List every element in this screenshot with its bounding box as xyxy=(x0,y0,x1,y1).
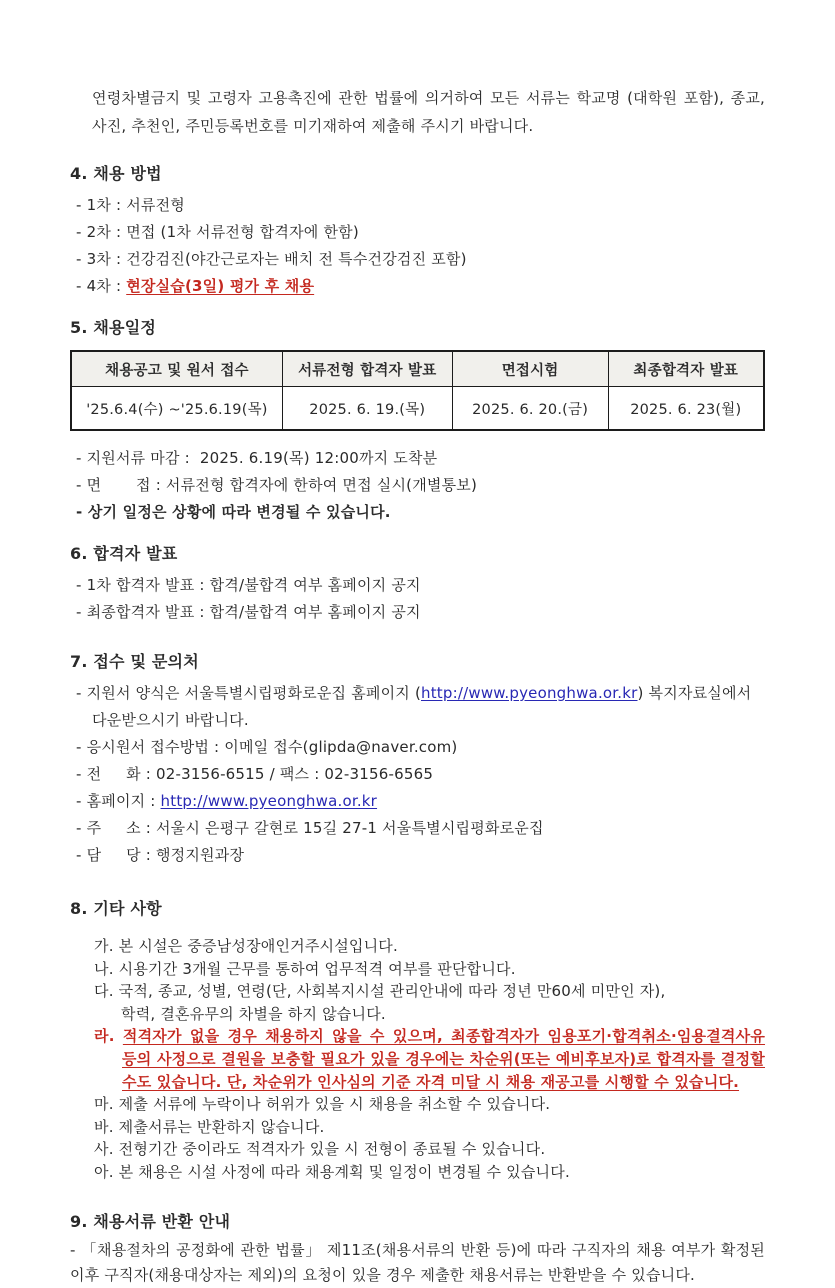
etc-item-a: 아. 본 채용은 시설 사정에 따라 채용계획 및 일정이 변경될 수 있습니다. xyxy=(94,1162,570,1181)
schedule-header-row xyxy=(71,351,764,387)
application-form-suffix: ) 복지자료실에서 xyxy=(637,684,752,702)
etc-item-ra xyxy=(94,1025,765,1093)
schedule-cell-apply-period: '25.6.4(수) ~'25.6.19(목) xyxy=(71,387,282,431)
etc-item-ma: 마. 제출 서류에 누락이나 허위가 있을 시 채용을 취소할 수 있습니다. xyxy=(94,1095,551,1114)
etc-item-sa: 사. 전형기간 중이라도 적격자가 있을 시 전형이 종료될 수 있습니다. xyxy=(94,1140,546,1159)
first-result-announcement: - 1차 합격자 발표 : 합격/불합격 여부 홈페이지 공지 xyxy=(76,576,421,594)
section-8-title: 8. 기타 사항 xyxy=(70,899,162,918)
etc-item-ra-label: 라. xyxy=(94,1027,123,1046)
schedule-header-apply: 채용공고 및 원서 접수 xyxy=(71,351,282,387)
schedule-data-row xyxy=(71,387,764,431)
schedule-cell-final-date: 2025. 6. 23(월) xyxy=(608,387,764,431)
etc-item-ga: 가. 본 시설은 중증남성장애인거주시설입니다. xyxy=(94,937,398,955)
return-docs-paragraph: - 「채용절차의 공정화에 관한 법률」 제11조(채용서류의 반환 등)에 따라 구직자의 채용 여부가 확정된 이후 구직자(채용대상자는 제외)의 요청이 있을 경우 제출한 채용서류는 반환받을 수 있습니다. xyxy=(70,1240,765,1284)
recruit-step-2: - 2차 : 면접 (1차 서류전형 합격자에 한함) xyxy=(76,223,359,241)
section-8-list xyxy=(94,935,765,1184)
section-6-title: 6. 합격자 발표 xyxy=(70,544,178,563)
etc-item-ra-text: 적격자가 없을 경우 채용하지 않을 수 있으며, 최종합격자가 임용포기·합격취소·임용결격사유 등의 사정으로 결원을 보충할 필요가 있을 경우에는 차순위(또는 예비후보자)로 합격자를 결정할 수도 있습니다. 단, 차순위가 인사심의 기준 자격 미달 시 채용 재공고를 시행할 수 있습니다. xyxy=(122,1027,766,1091)
final-result-announcement: - 최종합격자 발표 : 합격/불합격 여부 홈페이지 공지 xyxy=(76,603,421,621)
section-9-title: 9. 채용서류 반환 안내 xyxy=(70,1211,231,1231)
section-4-list xyxy=(76,192,765,300)
schedule-header-doc-result: 서류전형 합격자 발표 xyxy=(282,351,452,387)
intro-paragraph: 연령차별금지 및 고령자 고용촉진에 관한 법률에 의거하여 모든 서류는 학교명 (대학원 포함), 종교, 사진, 추천인, 주민등록번호를 미기재하여 제출해 주시기 바랍니다. xyxy=(92,89,765,135)
etc-item-na: 나. 시용기간 3개월 근무를 통하여 업무적격 여부를 판단합니다. xyxy=(94,959,516,978)
section-5-title: 5. 채용일정 xyxy=(70,318,157,337)
application-form-info xyxy=(76,680,765,707)
etc-item-da: 다. 국적, 종교, 성별, 연령(단, 사회복지시설 관리안내에 따라 정년 만60세 미만인 자), xyxy=(94,982,666,1001)
etc-item-ba: 바. 제출서류는 반환하지 않습니다. xyxy=(94,1117,325,1136)
contact-person: - 담 당 : 행정지원과장 xyxy=(76,846,245,864)
note-deadline: - 지원서류 마감 : 2025. 6.19(목) 12:00까지 도착분 xyxy=(76,449,438,467)
recruit-step-3: - 3차 : 건강검진(야간근로자는 배치 전 특수건강검진 포함) xyxy=(76,250,467,268)
homepage-label: - 홈페이지 : xyxy=(76,792,161,810)
section-4-title: 4. 채용 방법 xyxy=(70,164,162,183)
homepage-link-inline[interactable]: http://www.pyeonghwa.or.kr xyxy=(421,684,638,702)
recruit-step-4 xyxy=(76,273,765,300)
schedule-table xyxy=(70,350,765,431)
recruit-step-4-highlight: 현장실습(3일) 평가 후 채용 xyxy=(126,277,315,295)
schedule-header-final: 최종합격자 발표 xyxy=(608,351,764,387)
homepage-link[interactable]: http://www.pyeonghwa.or.kr xyxy=(160,792,378,810)
schedule-header-interview: 면접시험 xyxy=(452,351,608,387)
note-schedule-change: - 상기 일정은 상황에 따라 변경될 수 있습니다. xyxy=(76,503,391,521)
schedule-cell-doc-result-date: 2025. 6. 19.(목) xyxy=(282,387,452,431)
schedule-cell-interview-date: 2025. 6. 20.(금) xyxy=(452,387,608,431)
application-form-info-cont: 다운받으시기 바랍니다. xyxy=(92,711,249,729)
application-form-prefix: - 지원서 양식은 서울특별시립평화로운집 홈페이지 ( xyxy=(76,684,421,702)
homepage-row xyxy=(76,788,765,815)
schedule-notes xyxy=(76,445,765,526)
section-7-title: 7. 접수 및 문의처 xyxy=(70,652,199,671)
note-interview: - 면 접 : 서류전형 합격자에 한하여 면접 실시(개별통보) xyxy=(76,476,478,494)
recruit-step-1: - 1차 : 서류전형 xyxy=(76,196,185,214)
section-6-list xyxy=(76,572,765,626)
phone-fax: - 전 화 : 02-3156-6515 / 팩스 : 02-3156-6565 xyxy=(76,765,434,783)
recruit-step-4-prefix: - 4차 : xyxy=(76,277,127,295)
section-7-list xyxy=(76,680,765,869)
submission-method: - 응시원서 접수방법 : 이메일 접수(glipda@naver.com) xyxy=(76,738,458,756)
etc-item-da-continued: 학력, 결혼유무의 차별을 하지 않습니다. xyxy=(121,1004,386,1023)
address: - 주 소 : 서울시 은평구 갈현로 15길 27-1 서울특별시립평화로운집 xyxy=(76,819,544,837)
